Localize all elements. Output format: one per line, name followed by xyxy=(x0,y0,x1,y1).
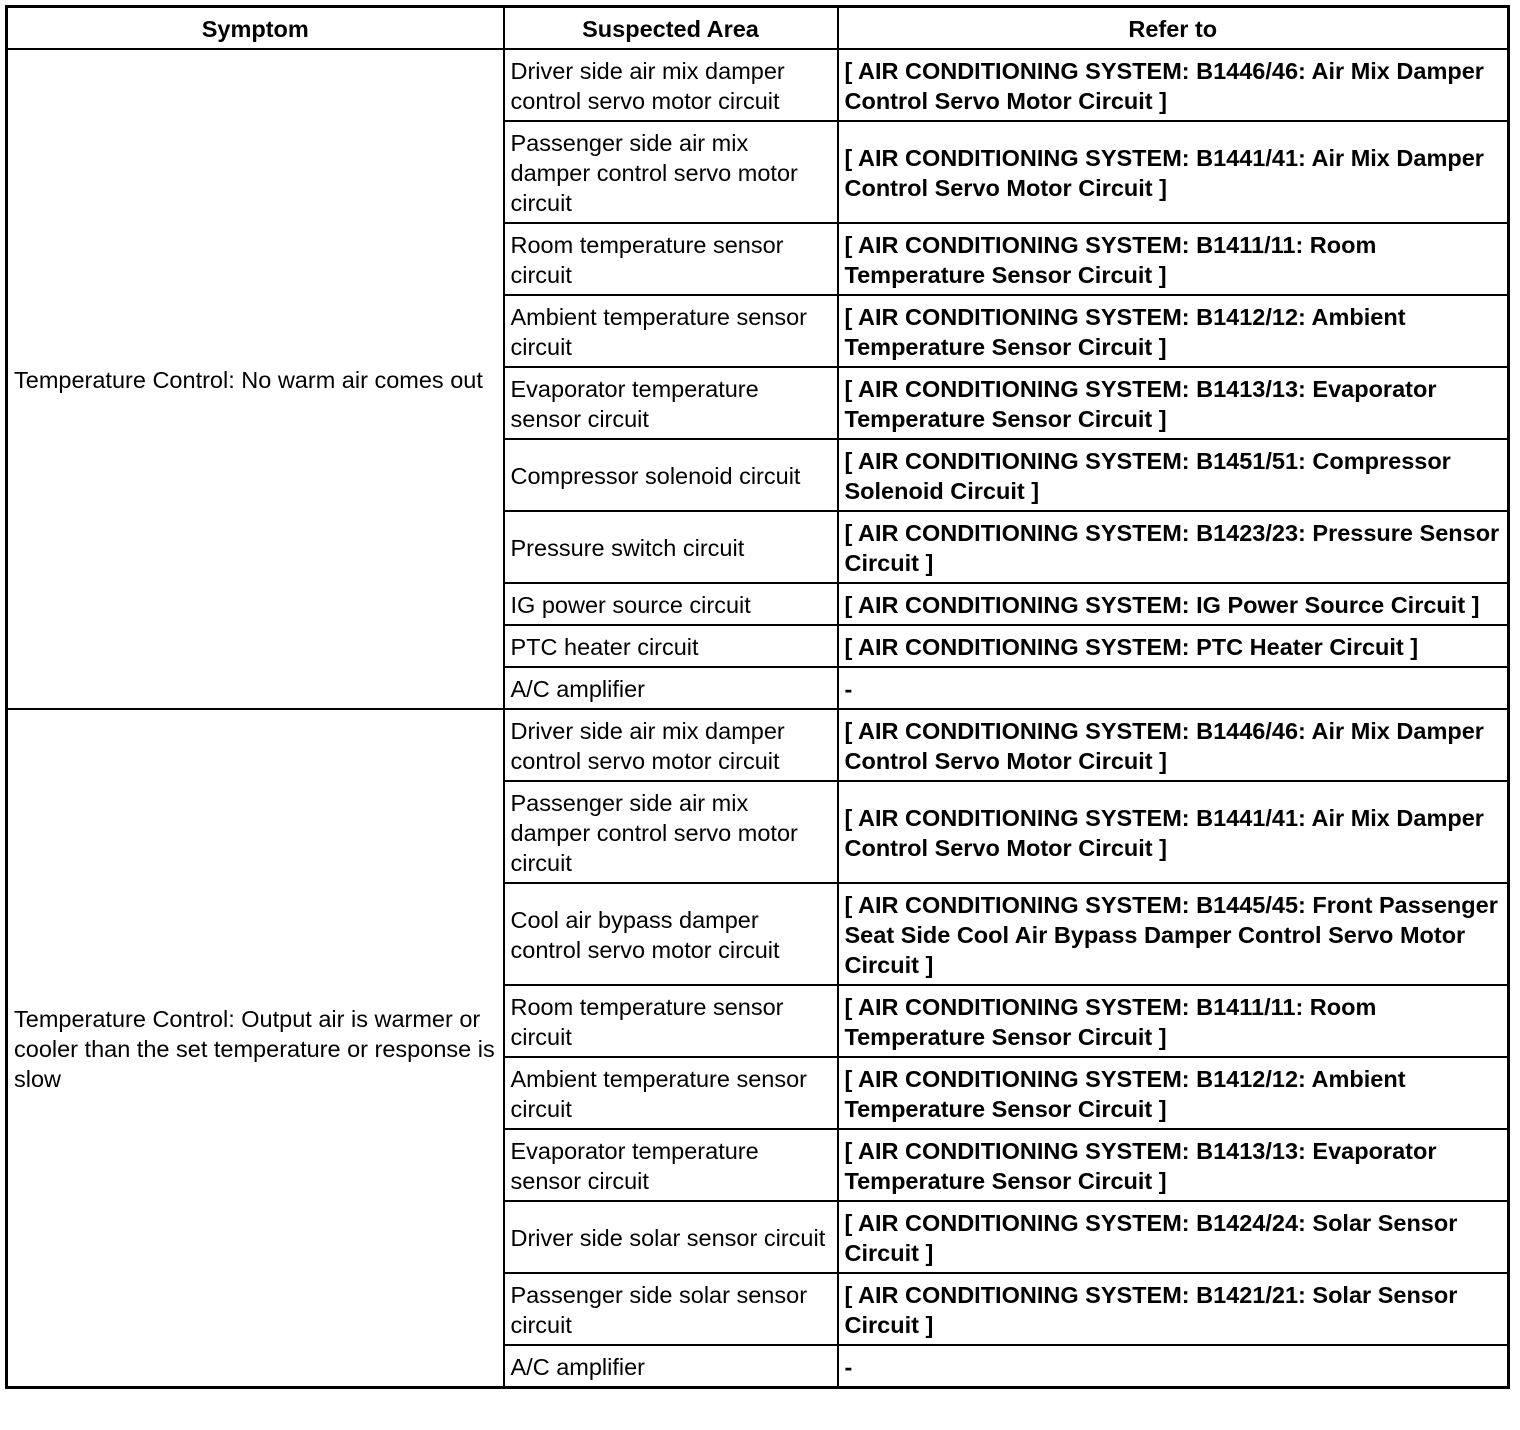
refer-to-link[interactable]: [ AIR CONDITIONING SYSTEM: B1412/12: Ambient Temperature Sensor Circuit ] xyxy=(838,295,1509,367)
suspected-area-cell: Passenger side solar sensor circuit xyxy=(504,1273,838,1345)
refer-to-link[interactable]: [ AIR CONDITIONING SYSTEM: B1451/51: Compressor Solenoid Circuit ] xyxy=(838,439,1509,511)
suspected-area-cell: Room temperature sensor circuit xyxy=(504,223,838,295)
suspected-area-cell: Ambient temperature sensor circuit xyxy=(504,1057,838,1129)
suspected-area-cell: Room temperature sensor circuit xyxy=(504,985,838,1057)
refer-to-link[interactable]: [ AIR CONDITIONING SYSTEM: B1413/13: Evaporator Temperature Sensor Circuit ] xyxy=(838,1129,1509,1201)
table-body xyxy=(7,49,1509,1388)
refer-to-link[interactable]: [ AIR CONDITIONING SYSTEM: B1441/41: Air Mix Damper Control Servo Motor Circuit ] xyxy=(838,781,1509,883)
symptom-cell: Temperature Control: Output air is warmer or cooler than the set temperature or response is slow xyxy=(7,709,504,1388)
header-suspected-area: Suspected Area xyxy=(504,7,838,50)
suspected-area-cell: Evaporator temperature sensor circuit xyxy=(504,367,838,439)
suspected-area-cell: Ambient temperature sensor circuit xyxy=(504,295,838,367)
refer-to-link[interactable]: [ AIR CONDITIONING SYSTEM: B1446/46: Air Mix Damper Control Servo Motor Circuit ] xyxy=(838,709,1509,781)
refer-to-link[interactable]: [ AIR CONDITIONING SYSTEM: B1411/11: Room Temperature Sensor Circuit ] xyxy=(838,985,1509,1057)
suspected-area-cell: Pressure switch circuit xyxy=(504,511,838,583)
header-refer-to: Refer to xyxy=(838,7,1509,50)
suspected-area-cell: Driver side air mix damper control servo motor circuit xyxy=(504,49,838,121)
suspected-area-cell: Compressor solenoid circuit xyxy=(504,439,838,511)
refer-to-link[interactable]: [ AIR CONDITIONING SYSTEM: B1411/11: Room Temperature Sensor Circuit ] xyxy=(838,223,1509,295)
refer-to-link[interactable]: [ AIR CONDITIONING SYSTEM: IG Power Source Circuit ] xyxy=(838,583,1509,625)
refer-to-link[interactable]: [ AIR CONDITIONING SYSTEM: B1421/21: Solar Sensor Circuit ] xyxy=(838,1273,1509,1345)
refer-to-link[interactable]: [ AIR CONDITIONING SYSTEM: B1423/23: Pressure Sensor Circuit ] xyxy=(838,511,1509,583)
suspected-area-cell: Driver side solar sensor circuit xyxy=(504,1201,838,1273)
refer-to-link: - xyxy=(838,667,1509,709)
refer-to-link[interactable]: [ AIR CONDITIONING SYSTEM: B1413/13: Evaporator Temperature Sensor Circuit ] xyxy=(838,367,1509,439)
suspected-area-cell: Driver side air mix damper control servo motor circuit xyxy=(504,709,838,781)
symptom-cell: Temperature Control: No warm air comes out xyxy=(7,49,504,709)
suspected-area-cell: PTC heater circuit xyxy=(504,625,838,667)
suspected-area-cell: Passenger side air mix damper control servo motor circuit xyxy=(504,121,838,223)
header-row xyxy=(7,7,1509,50)
refer-to-link[interactable]: [ AIR CONDITIONING SYSTEM: B1441/41: Air Mix Damper Control Servo Motor Circuit ] xyxy=(838,121,1509,223)
refer-to-link[interactable]: [ AIR CONDITIONING SYSTEM: B1446/46: Air Mix Damper Control Servo Motor Circuit ] xyxy=(838,49,1509,121)
header-symptom: Symptom xyxy=(7,7,504,50)
suspected-area-cell: IG power source circuit xyxy=(504,583,838,625)
refer-to-link[interactable]: [ AIR CONDITIONING SYSTEM: PTC Heater Circuit ] xyxy=(838,625,1509,667)
table-row xyxy=(7,49,1509,121)
refer-to-link: - xyxy=(838,1345,1509,1388)
suspected-area-cell: Evaporator temperature sensor circuit xyxy=(504,1129,838,1201)
suspected-area-cell: A/C amplifier xyxy=(504,1345,838,1388)
troubleshooting-table xyxy=(5,5,1510,1389)
table-row xyxy=(7,709,1509,781)
refer-to-link[interactable]: [ AIR CONDITIONING SYSTEM: B1445/45: Front Passenger Seat Side Cool Air Bypass Damper Control Servo Motor Circuit ] xyxy=(838,883,1509,985)
suspected-area-cell: A/C amplifier xyxy=(504,667,838,709)
refer-to-link[interactable]: [ AIR CONDITIONING SYSTEM: B1412/12: Ambient Temperature Sensor Circuit ] xyxy=(838,1057,1509,1129)
refer-to-link[interactable]: [ AIR CONDITIONING SYSTEM: B1424/24: Solar Sensor Circuit ] xyxy=(838,1201,1509,1273)
suspected-area-cell: Passenger side air mix damper control servo motor circuit xyxy=(504,781,838,883)
suspected-area-cell: Cool air bypass damper control servo motor circuit xyxy=(504,883,838,985)
